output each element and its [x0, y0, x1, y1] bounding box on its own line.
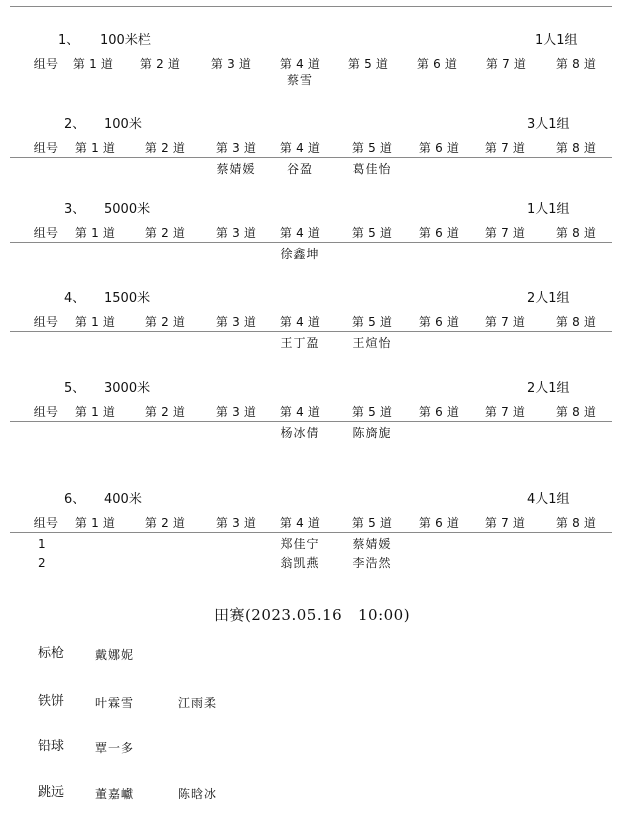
lane-header: 第 5 道	[351, 315, 393, 329]
lane-header: 第 1 道	[74, 141, 116, 155]
lane-header: 第 8 道	[555, 516, 597, 530]
event-number: 3、	[64, 202, 86, 217]
athlete-name: 陈旖旎	[352, 426, 392, 440]
athlete-name: 李浩然	[352, 556, 392, 570]
athlete-name: 戴娜妮	[95, 648, 135, 662]
field-event-label: 跳远	[38, 785, 65, 800]
event-name: 100米	[104, 117, 142, 132]
event-group-count: 1人1组	[535, 33, 578, 48]
lane-header: 第 2 道	[144, 405, 186, 419]
lane-header: 第 7 道	[484, 405, 526, 419]
lane-header: 第 8 道	[555, 315, 597, 329]
lane-header: 第 3 道	[215, 516, 257, 530]
lane-header: 第 4 道	[279, 141, 321, 155]
athlete-name: 郑佳宁	[280, 537, 320, 551]
header-divider	[10, 421, 612, 422]
lane-header: 第 7 道	[485, 57, 527, 71]
athlete-name: 翁凯燕	[280, 556, 320, 570]
lane-header: 第 4 道	[279, 405, 321, 419]
event-name: 1500米	[104, 291, 151, 306]
athlete-name: 董嘉巘	[95, 787, 135, 801]
athlete-name: 蔡婧媛	[352, 537, 392, 551]
lane-header: 第 1 道	[74, 315, 116, 329]
athlete-name: 蔡婧媛	[216, 162, 256, 176]
header-divider	[10, 532, 612, 533]
lane-header: 第 2 道	[139, 57, 181, 71]
group-number-header: 组号	[33, 57, 59, 71]
lane-header: 第 6 道	[418, 405, 460, 419]
athlete-name: 覃一多	[95, 741, 135, 755]
lane-header: 第 3 道	[215, 226, 257, 240]
field-event-label: 标枪	[38, 646, 65, 661]
event-group-count: 4人1组	[527, 492, 570, 507]
lane-header: 第 7 道	[484, 315, 526, 329]
group-number: 2	[38, 556, 47, 570]
athlete-name: 王丁盈	[280, 336, 320, 350]
lane-header: 第 6 道	[416, 57, 458, 71]
header-divider	[10, 157, 612, 158]
lane-header: 第 2 道	[144, 315, 186, 329]
athlete-name: 葛佳怡	[352, 162, 392, 176]
group-number: 1	[38, 537, 47, 551]
field-event-label: 铁饼	[38, 694, 65, 709]
group-number-header: 组号	[33, 516, 59, 530]
lane-header: 第 6 道	[418, 226, 460, 240]
athlete-name: 杨冰倩	[280, 426, 320, 440]
field-event-label: 铅球	[38, 739, 65, 754]
event-group-count: 1人1组	[527, 202, 570, 217]
field-events-title: 田赛(2023.05.16 10:00)	[213, 606, 411, 624]
event-group-count: 2人1组	[527, 381, 570, 396]
lane-header: 第 3 道	[215, 315, 257, 329]
athlete-name: 叶霖雪	[95, 696, 135, 710]
event-name: 400米	[104, 492, 142, 507]
top-divider	[10, 6, 612, 7]
lane-header: 第 4 道	[279, 57, 321, 71]
group-number-header: 组号	[33, 405, 59, 419]
event-number: 5、	[64, 381, 86, 396]
lane-header: 第 6 道	[418, 516, 460, 530]
lane-header: 第 3 道	[215, 405, 257, 419]
lane-header: 第 5 道	[347, 57, 389, 71]
group-number-header: 组号	[33, 141, 59, 155]
group-number-header: 组号	[33, 315, 59, 329]
lane-header: 第 2 道	[144, 516, 186, 530]
lane-header: 第 5 道	[351, 405, 393, 419]
event-number: 1、	[58, 33, 80, 48]
lane-header: 第 4 道	[279, 516, 321, 530]
header-divider	[10, 331, 612, 332]
lane-header: 第 4 道	[279, 226, 321, 240]
lane-header: 第 1 道	[72, 57, 114, 71]
athlete-name: 江雨柔	[178, 696, 218, 710]
lane-header: 第 3 道	[215, 141, 257, 155]
header-divider	[10, 242, 612, 243]
athlete-name: 徐鑫坤	[280, 247, 320, 261]
event-group-count: 2人1组	[527, 291, 570, 306]
lane-header: 第 4 道	[279, 315, 321, 329]
event-name: 100米栏	[100, 33, 151, 48]
lane-header: 第 5 道	[351, 226, 393, 240]
lane-header: 第 8 道	[555, 141, 597, 155]
event-group-count: 3人1组	[527, 117, 570, 132]
athlete-name: 蔡雪	[286, 73, 314, 87]
lane-header: 第 8 道	[555, 226, 597, 240]
lane-header: 第 3 道	[210, 57, 252, 71]
lane-header: 第 6 道	[418, 141, 460, 155]
lane-header: 第 5 道	[351, 141, 393, 155]
lane-header: 第 7 道	[484, 516, 526, 530]
lane-header: 第 5 道	[351, 516, 393, 530]
group-number-header: 组号	[33, 226, 59, 240]
lane-header: 第 6 道	[418, 315, 460, 329]
lane-header: 第 8 道	[555, 405, 597, 419]
event-name: 5000米	[104, 202, 151, 217]
athlete-name: 谷盈	[286, 162, 314, 176]
lane-header: 第 1 道	[74, 405, 116, 419]
event-name: 3000米	[104, 381, 151, 396]
athlete-name: 陈晗冰	[178, 787, 218, 801]
lane-header: 第 7 道	[484, 141, 526, 155]
lane-header: 第 1 道	[74, 516, 116, 530]
lane-header: 第 2 道	[144, 226, 186, 240]
lane-header: 第 1 道	[74, 226, 116, 240]
athlete-name: 王煊怡	[352, 336, 392, 350]
event-number: 2、	[64, 117, 86, 132]
lane-header: 第 7 道	[484, 226, 526, 240]
lane-header: 第 8 道	[555, 57, 597, 71]
event-number: 6、	[64, 492, 86, 507]
event-number: 4、	[64, 291, 86, 306]
lane-header: 第 2 道	[144, 141, 186, 155]
